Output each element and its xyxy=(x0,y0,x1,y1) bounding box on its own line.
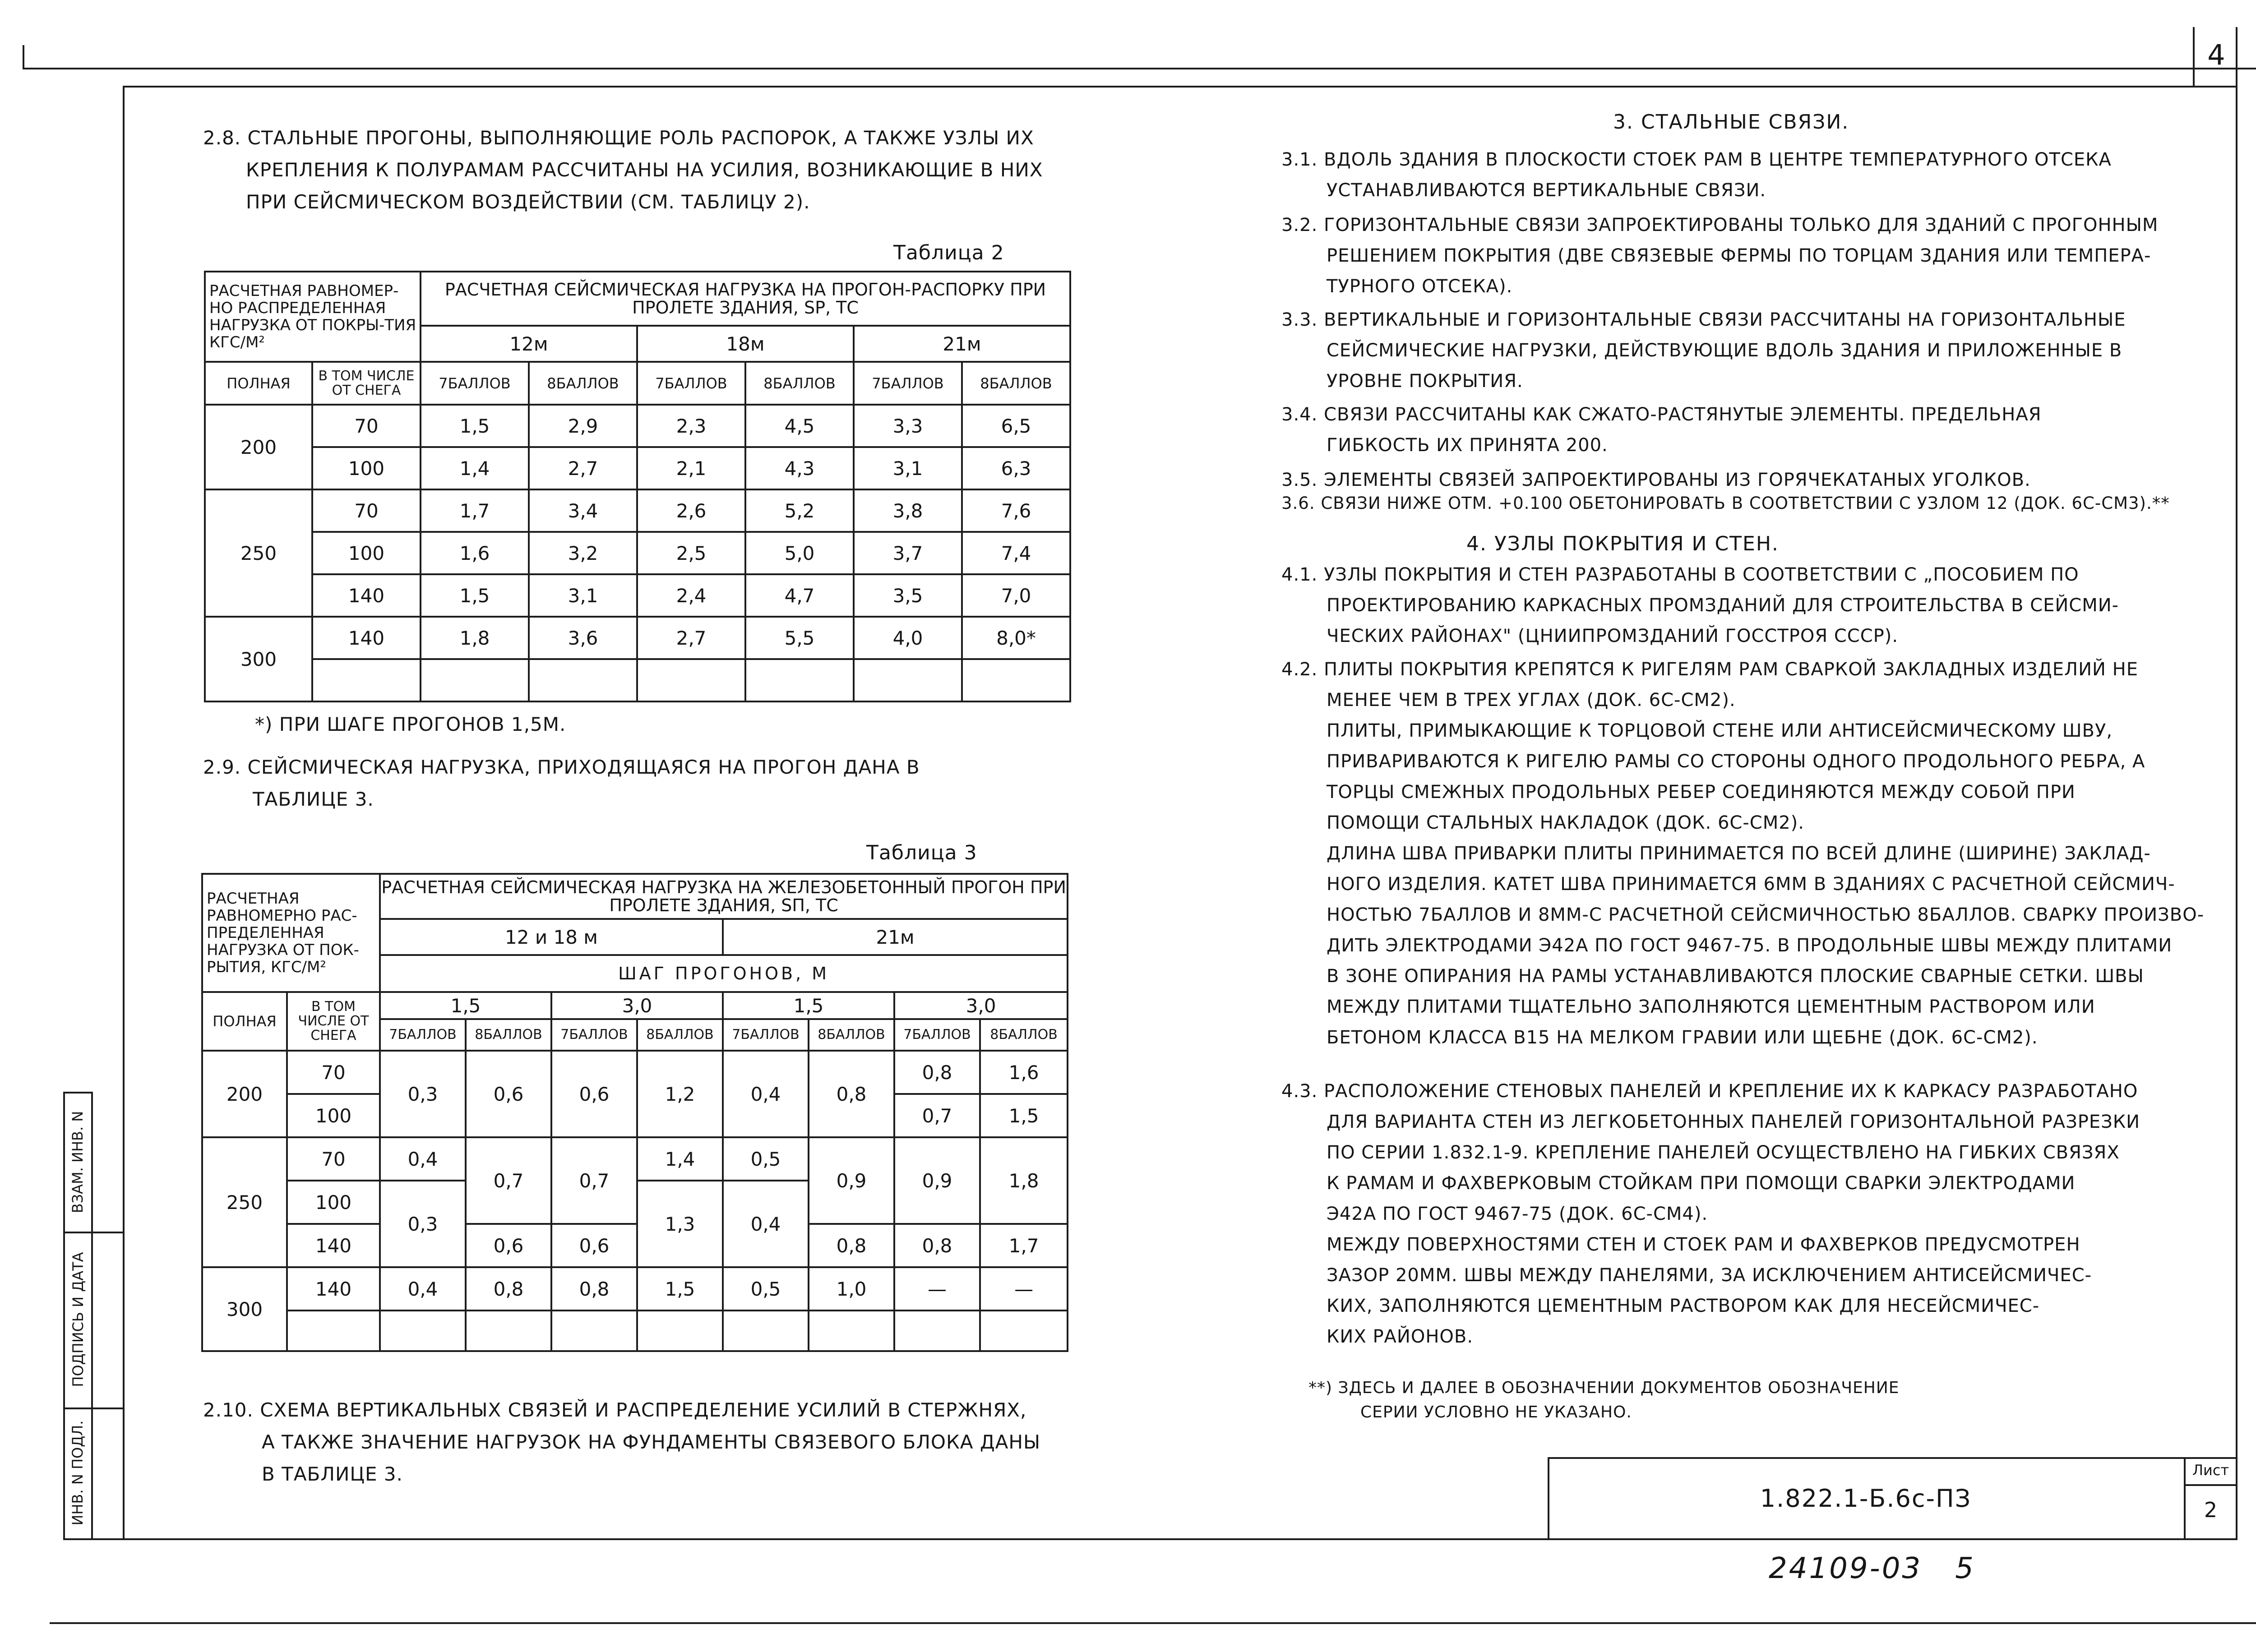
t3-score: 8БАЛЛОВ xyxy=(980,1019,1068,1051)
t3-header-load: РАСЧЕТНАЯ РАВНОМЕРНО РАС-ПРЕДЕЛЕННАЯ НАГРУЗКА ОТ ПОК-РЫТИЯ, КГС/М² xyxy=(202,874,380,992)
t2-value xyxy=(745,659,854,701)
paragraph-3-3: 3.3. ВЕРТИКАЛЬНЫЕ И ГОРИЗОНТАЛЬНЫЕ СВЯЗИ РАССЧИТАНЫ НА ГОРИЗОНТАЛЬНЫЕ СЕЙСМИЧЕСКИЕ НАГРУЗКИ, ДЕЙСТВУЮЩИЕ ВДОЛЬ ЗДАНИЯ И ПРИЛОЖЕННЫЕ В УРОВНЕ ПОКРЫТИЯ. xyxy=(1281,309,2126,392)
t2-value: 1,7 xyxy=(421,489,529,532)
paragraph-2-10: 2.10. СХЕМА ВЕРТИКАЛЬНЫХ СВЯЗЕЙ И РАСПРЕДЕЛЕНИЕ УСИЛИЙ В СТЕРЖНЯХ, А ТАКЖЕ ЗНАЧЕНИЕ НАГРУЗОК НА ФУНДАМЕНТЫ СВЯЗЕВОГО БЛОКА ДАНЫ В ТАБЛИЦЕ 3. xyxy=(203,1399,1041,1485)
table-row xyxy=(202,1224,1068,1267)
t2-value: 3,1 xyxy=(854,447,962,489)
t3-score: 7БАЛЛОВ xyxy=(894,1019,980,1051)
sheet-box-top xyxy=(2184,1457,2237,1459)
t2-value: 2,3 xyxy=(637,405,745,447)
t3-step: 3,0 xyxy=(551,992,723,1019)
t3-value: 0,8 xyxy=(894,1224,980,1267)
t2-value xyxy=(854,659,962,701)
t2-full-cell: 300 xyxy=(205,617,312,701)
t3-step: 1,5 xyxy=(723,992,894,1019)
t2-value: 3,1 xyxy=(529,574,637,617)
archive-number: 24109-03 5 xyxy=(1769,1552,1975,1585)
t2-value: 6,5 xyxy=(962,405,1070,447)
t3-value: 1,6 xyxy=(980,1051,1068,1094)
t3-full-cell: 200 xyxy=(202,1051,287,1137)
t3-value: 0,8 xyxy=(466,1267,551,1311)
t3-value: 0,8 xyxy=(551,1267,637,1311)
sheet-label: Лист xyxy=(2192,1462,2229,1479)
t3-value: 0,8 xyxy=(809,1224,894,1267)
section-3-heading: 3. СТАЛЬНЫЕ СВЯЗИ. xyxy=(1613,111,1849,134)
t3-score: 8БАЛЛОВ xyxy=(809,1019,894,1051)
stamp-strip-mid xyxy=(91,1092,93,1538)
t2-value: 2,1 xyxy=(637,447,745,489)
t3-snow-cell: 100 xyxy=(287,1181,380,1224)
t3-value: 0,8 xyxy=(809,1051,894,1137)
t3-score: 7БАЛЛОВ xyxy=(723,1019,809,1051)
t2-score: 7БАЛЛОВ xyxy=(854,362,962,405)
t2-value: 7,4 xyxy=(962,532,1070,574)
t3-empty-cell xyxy=(809,1311,894,1351)
t2-snow-cell: 100 xyxy=(312,532,421,574)
t3-value: 1,2 xyxy=(637,1051,723,1137)
t3-value: 0,9 xyxy=(894,1137,980,1224)
t3-value: 1,4 xyxy=(637,1137,723,1181)
t3-value: 1,8 xyxy=(980,1137,1068,1224)
t3-score: 8БАЛЛОВ xyxy=(466,1019,551,1051)
t3-header-full: ПОЛНАЯ xyxy=(202,992,287,1051)
t2-snow-cell: 70 xyxy=(312,405,421,447)
top-outer-border xyxy=(23,68,2256,69)
t2-value: 7,6 xyxy=(962,489,1070,532)
paragraph-3-6: 3.6. СВЯЗИ НИЖЕ ОТМ. +0.100 ОБЕТОНИРОВАТЬ В СООТВЕТСТВИИ С УЗЛОМ 12 (ДОК. 6С-СМ3).** xyxy=(1281,494,2170,513)
t3-value: 0,9 xyxy=(809,1137,894,1224)
t3-value: — xyxy=(980,1267,1068,1311)
t3-value: 0,6 xyxy=(551,1051,637,1137)
table-row xyxy=(202,1051,1068,1094)
t3-value: 0,5 xyxy=(723,1267,809,1311)
left-frame xyxy=(123,86,125,1538)
t2-value: 1,6 xyxy=(421,532,529,574)
stamp-signature-date: ПОДПИСЬ И ДАТА xyxy=(69,1252,87,1387)
t2-value: 4,7 xyxy=(745,574,854,617)
t3-value: 1,3 xyxy=(637,1181,723,1267)
t2-span-12: 12м xyxy=(421,326,637,362)
paragraph-3-2: 3.2. ГОРИЗОНТАЛЬНЫЕ СВЯЗИ ЗАПРОЕКТИРОВАНЫ ТОЛЬКО ДЛЯ ЗДАНИЙ С ПРОГОННЫМ РЕШЕНИЕМ ПОКРЫТИЯ (ДВЕ СВЯЗЕВЫЕ ФЕРМЫ ПО ТОРЦАМ ЗДАНИЯ ИЛИ ТЕМПЕРА- ТУРНОГО ОТСЕКА). xyxy=(1281,215,2159,297)
t2-value: 1,4 xyxy=(421,447,529,489)
t2-value: 2,7 xyxy=(529,447,637,489)
t2-header-snow: В ТОМ ЧИСЛЕ ОТ СНЕГА xyxy=(312,362,421,405)
t2-score: 8БАЛЛОВ xyxy=(745,362,854,405)
t2-header-load: РАСЧЕТНАЯ РАВНОМЕР-НО РАСПРЕДЕЛЕННАЯ НАГРУЗКА ОТ ПОКРЫ-ТИЯ КГС/М² xyxy=(205,272,421,362)
t2-value: 2,4 xyxy=(637,574,745,617)
t2-snow-cell: 70 xyxy=(312,489,421,532)
t3-empty-cell xyxy=(380,1311,466,1351)
table-row xyxy=(202,1311,1068,1351)
t2-snow-cell: 140 xyxy=(312,617,421,659)
paragraph-3-5: 3.5. ЭЛЕМЕНТЫ СВЯЗЕЙ ЗАПРОЕКТИРОВАНЫ ИЗ ГОРЯЧЕКАТАНЫХ УГОЛКОВ. xyxy=(1281,470,2031,490)
section-4-heading: 4. УЗЛЫ ПОКРЫТИЯ И СТЕН. xyxy=(1466,532,1779,555)
right-frame xyxy=(2236,27,2238,1538)
title-block-top xyxy=(1548,1457,2184,1459)
top-frame xyxy=(123,86,2237,88)
document-code: 1.822.1-Б.6с-ПЗ xyxy=(1760,1484,1972,1513)
t2-value: 5,5 xyxy=(745,617,854,659)
t2-score: 8БАЛЛОВ xyxy=(962,362,1070,405)
t2-value: 2,9 xyxy=(529,405,637,447)
table-2-footnote: *) ПРИ ШАГЕ ПРОГОНОВ 1,5М. xyxy=(255,713,566,735)
paragraph-4-3: 4.3. РАСПОЛОЖЕНИЕ СТЕНОВЫХ ПАНЕЛЕЙ И КРЕПЛЕНИЕ ИХ К КАРКАСУ РАЗРАБОТАНО ДЛЯ ВАРИАНТА СТЕН ИЗ ЛЕГКОБЕТОННЫХ ПАНЕЛЕЙ ГОРИЗОНТАЛЬНОЙ РАЗРЕЗКИ ПО СЕРИИ 1.832.1-9. КРЕПЛЕНИЕ ПАНЕЛЕЙ ОСУЩЕСТВЛЕНО НА ГИБКИХ СВЯЗЯХ К РАМАМ И ФАХВЕРКОВЫМ СТОЙКАМ ПРИ ПОМОЩИ СВАРКИ ЭЛЕКТРОДАМИ Э42А ПО ГОСТ 9467-75 (ДОК. 6С-СМ4). МЕЖДУ ПОВЕРХНОСТЯМИ СТЕН И СТОЕК РАМ И ФАХВЕРКОВ ПРЕДУСМОТРЕН ЗАЗОР 20ММ. ШВЫ МЕЖДУ ПАНЕЛЯМИ, ЗА ИСКЛЮЧЕНИЕМ АНТИСЕЙСМИЧЕС- КИХ, ЗАПОЛНЯЮТСЯ ЦЕМЕНТНЫМ РАСТВОРОМ КАК ДЛЯ НЕСЕЙСМИЧЕС- КИХ РАЙОНОВ. xyxy=(1281,1081,2140,1347)
t2-value: 5,0 xyxy=(745,532,854,574)
t2-span-21: 21м xyxy=(854,326,1070,362)
t2-value xyxy=(421,659,529,701)
t3-value: 0,4 xyxy=(723,1181,809,1267)
t2-value xyxy=(637,659,745,701)
corner-box-left xyxy=(2193,27,2195,87)
t3-full-cell: 250 xyxy=(202,1137,287,1267)
t2-value: 4,0 xyxy=(854,617,962,659)
paragraph-3-1: 3.1. ВДОЛЬ ЗДАНИЯ В ПЛОСКОСТИ СТОЕК РАМ В ЦЕНТРЕ ТЕМПЕРАТУРНОГО ОТСЕКА УСТАНАВЛИВАЮТСЯ ВЕРТИКАЛЬНЫЕ СВЯЗИ. xyxy=(1281,149,2112,201)
t3-value: 1,0 xyxy=(809,1267,894,1311)
t3-value: 1,5 xyxy=(637,1267,723,1311)
t3-value: 0,3 xyxy=(380,1181,466,1267)
t3-value: 0,7 xyxy=(551,1137,637,1224)
t2-full-cell: 200 xyxy=(205,405,312,489)
t3-value: 0,6 xyxy=(551,1224,637,1267)
t3-empty-cell xyxy=(723,1311,809,1351)
t2-value: 3,2 xyxy=(529,532,637,574)
t3-value: 0,5 xyxy=(723,1137,809,1181)
left-outer-tick xyxy=(23,45,24,69)
table-2 xyxy=(204,271,1071,702)
stamp-strip-left xyxy=(63,1092,65,1538)
t2-value: 1,5 xyxy=(421,405,529,447)
t2-score: 7БАЛЛОВ xyxy=(421,362,529,405)
t3-value: 0,3 xyxy=(380,1051,466,1137)
t3-value: 0,4 xyxy=(723,1051,809,1137)
t2-value xyxy=(529,659,637,701)
t2-snow-cell: 100 xyxy=(312,447,421,489)
table-row xyxy=(205,405,1070,447)
t3-step: 1,5 xyxy=(380,992,551,1019)
t2-value xyxy=(962,659,1070,701)
t3-empty-cell xyxy=(551,1311,637,1351)
table-3-caption: Таблица 3 xyxy=(866,841,977,864)
table-row xyxy=(205,447,1070,489)
paragraph-2-8: 2.8. СТАЛЬНЫЕ ПРОГОНЫ, ВЫПОЛНЯЮЩИЕ РОЛЬ РАСПОРОК, А ТАКЖЕ УЗЛЫ ИХ КРЕПЛЕНИЯ К ПОЛУРАМАМ РАССЧИТАНЫ НА УСИЛИЯ, ВОЗНИКАЮЩИЕ В НИХ ПРИ СЕЙСМИЧЕСКОМ ВОЗДЕЙСТВИИ (СМ. ТАБЛИЦУ 2). xyxy=(203,127,1043,213)
stamp-replacement-inventory: ВЗАМ. ИНВ. N xyxy=(69,1111,86,1214)
t2-value: 7,0 xyxy=(962,574,1070,617)
t2-value: 3,3 xyxy=(854,405,962,447)
bottom-outer-border xyxy=(50,1622,2256,1624)
t2-span-18: 18м xyxy=(637,326,854,362)
t3-header-snow: В ТОМ ЧИСЛЕ ОТ СНЕГА xyxy=(287,992,380,1051)
paragraph-4-1: 4.1. УЗЛЫ ПОКРЫТИЯ И СТЕН РАЗРАБОТАНЫ В СООТВЕТСТВИИ С „ПОСОБИЕМ ПО ПРОЕКТИРОВАНИЮ КАРКАСНЫХ ПРОМЗДАНИЙ ДЛЯ СТРОИТЕЛЬСТВА В СЕЙСМИ- ЧЕСКИХ РАЙОНАХ" (ЦНИИПРОМЗДАНИЙ ГОССТРОЯ СССР). xyxy=(1281,564,2119,646)
bottom-frame xyxy=(63,1538,2238,1540)
t3-span-21: 21м xyxy=(723,919,1068,955)
t3-score: 7БАЛЛОВ xyxy=(551,1019,637,1051)
t3-step: 3,0 xyxy=(894,992,1068,1019)
t3-snow-cell: 140 xyxy=(287,1224,380,1267)
t3-score: 7БАЛЛОВ xyxy=(380,1019,466,1051)
table-3 xyxy=(201,873,1068,1352)
t3-value: 0,4 xyxy=(380,1267,466,1311)
t3-value: — xyxy=(894,1267,980,1311)
t2-value: 3,6 xyxy=(529,617,637,659)
t2-header-seismic: РАСЧЕТНАЯ СЕЙСМИЧЕСКАЯ НАГРУЗКА НА ПРОГОН-РАСПОРКУ ПРИ ПРОЛЕТЕ ЗДАНИЯ, SP, ТС xyxy=(421,272,1070,326)
t2-header-full: ПОЛНАЯ xyxy=(205,362,312,405)
table-row xyxy=(205,532,1070,574)
table-row xyxy=(205,489,1070,532)
t3-value: 0,6 xyxy=(466,1224,551,1267)
t2-value: 3,8 xyxy=(854,489,962,532)
t3-span-12-18: 12 и 18 м xyxy=(380,919,723,955)
sheet-number: 2 xyxy=(2204,1498,2218,1522)
table-row xyxy=(202,1137,1068,1181)
stamp-sep-1 xyxy=(63,1232,124,1233)
stamp-strip-top xyxy=(63,1092,91,1094)
t3-value: 0,4 xyxy=(380,1137,466,1181)
t3-header-step: ШАГ ПРОГОНОВ, М xyxy=(380,955,1068,992)
t3-score: 8БАЛЛОВ xyxy=(637,1019,723,1051)
t2-value: 1,5 xyxy=(421,574,529,617)
t2-value: 3,4 xyxy=(529,489,637,532)
t2-value: 3,5 xyxy=(854,574,962,617)
table-row xyxy=(205,617,1070,659)
t3-value: 1,5 xyxy=(980,1094,1068,1137)
t3-empty-cell xyxy=(637,1311,723,1351)
t3-snow-cell: 140 xyxy=(287,1267,380,1311)
table-row xyxy=(202,1267,1068,1311)
t3-snow-cell: 100 xyxy=(287,1094,380,1137)
t2-value: 1,8 xyxy=(421,617,529,659)
t2-snow-cell xyxy=(312,659,421,701)
paragraph-2-9: 2.9. СЕЙСМИЧЕСКАЯ НАГРУЗКА, ПРИХОДЯЩАЯСЯ НА ПРОГОН ДАНА В ТАБЛИЦЕ 3. xyxy=(203,756,920,810)
t3-empty-cell xyxy=(894,1311,980,1351)
t2-value: 4,5 xyxy=(745,405,854,447)
t3-empty-cell xyxy=(466,1311,551,1351)
t3-empty-cell xyxy=(980,1311,1068,1351)
t3-empty-cell xyxy=(287,1311,380,1351)
footnote-designation: **) ЗДЕСЬ И ДАЛЕЕ В ОБОЗНАЧЕНИИ ДОКУМЕНТОВ ОБОЗНАЧЕНИЕ СЕРИИ УСЛОВНО НЕ УКАЗАНО. xyxy=(1308,1379,1900,1421)
t2-snow-cell: 140 xyxy=(312,574,421,617)
sheet-box-sep xyxy=(2184,1484,2237,1486)
table-row xyxy=(205,574,1070,617)
t3-value: 1,7 xyxy=(980,1224,1068,1267)
t2-value: 6,3 xyxy=(962,447,1070,489)
stamp-original-inventory: ИНВ. N ПОДЛ. xyxy=(69,1420,86,1526)
t3-value: 0,7 xyxy=(466,1137,551,1224)
t2-full-cell: 250 xyxy=(205,489,312,617)
t2-value: 2,7 xyxy=(637,617,745,659)
t2-score: 8БАЛЛОВ xyxy=(529,362,637,405)
t3-snow-cell: 70 xyxy=(287,1051,380,1094)
t2-value: 5,2 xyxy=(745,489,854,532)
paragraph-3-4: 3.4. СВЯЗИ РАССЧИТАНЫ КАК СЖАТО-РАСТЯНУТЫЕ ЭЛЕМЕНТЫ. ПРЕДЕЛЬНАЯ ГИБКОСТЬ ИХ ПРИНЯТА 200. xyxy=(1281,404,2042,456)
t2-value: 2,6 xyxy=(637,489,745,532)
t3-value: 0,8 xyxy=(894,1051,980,1094)
t2-value: 3,7 xyxy=(854,532,962,574)
t3-snow-cell: 70 xyxy=(287,1137,380,1181)
t3-header-seismic: РАСЧЕТНАЯ СЕЙСМИЧЕСКАЯ НАГРУЗКА НА ЖЕЛЕЗОБЕТОННЫЙ ПРОГОН ПРИ ПРОЛЕТЕ ЗДАНИЯ, SП, ТС xyxy=(380,874,1068,919)
t2-value: 8,0* xyxy=(962,617,1070,659)
t3-value: 0,7 xyxy=(894,1094,980,1137)
sheet-corner-number: 4 xyxy=(2207,38,2225,71)
t2-value: 4,3 xyxy=(745,447,854,489)
t2-score: 7БАЛЛОВ xyxy=(637,362,745,405)
t2-value: 2,5 xyxy=(637,532,745,574)
t3-value: 0,6 xyxy=(466,1051,551,1137)
table-row xyxy=(205,659,1070,701)
t3-full-cell: 300 xyxy=(202,1267,287,1351)
paragraph-4-2: 4.2. ПЛИТЫ ПОКРЫТИЯ КРЕПЯТСЯ К РИГЕЛЯМ РАМ СВАРКОЙ ЗАКЛАДНЫХ ИЗДЕЛИЙ НЕ МЕНЕЕ ЧЕМ В ТРЕХ УГЛАХ (ДОК. 6С-СМ2). ПЛИТЫ, ПРИМЫКАЮЩИЕ К ТОРЦОВОЙ СТЕНЕ ИЛИ АНТИСЕЙСМИЧЕСКОМУ ШВУ, ПРИВАРИВАЮТСЯ К РИГЕЛЮ РАМЫ СО СТОРОНЫ ОДНОГО ПРОДОЛЬНОГО РЕБРА, А ТОРЦЫ СМЕЖНЫХ ПРОДОЛЬНЫХ РЕБЕР СОЕДИНЯЮТСЯ МЕЖДУ СОБОЙ ПРИ ПОМОЩИ СТАЛЬНЫХ НАКЛАДОК (ДОК. 6С-СМ2). ДЛИНА ШВА ПРИВАРКИ ПЛИТЫ ПРИНИМАЕТСЯ ПО ВСЕЙ ДЛИНЕ (ШИРИНЕ) ЗАКЛАД- НОГО ИЗДЕЛИЯ. КАТЕТ ШВА ПРИНИМАЕТСЯ 6ММ В ЗДАНИЯХ С РАСЧЕТНОЙ СЕЙСМИЧ- НОСТЬЮ 7БАЛЛОВ И 8ММ-С РАСЧЕТНОЙ СЕЙСМИЧНОСТЬЮ 8БАЛЛОВ. СВАРКУ ПРОИЗВО- ДИТЬ ЭЛЕКТРОДАМИ Э42А ПО ГОСТ 9467-75. В ПРОДОЛЬНЫЕ ШВЫ МЕЖДУ ПЛИТАМИ В ЗОНЕ ОПИРАНИЯ НА РАМЫ УСТАНАВЛИВАЮТСЯ ПЛОСКИЕ СВАРНЫЕ СЕТКИ. ШВЫ МЕЖДУ ПЛИТАМИ ТЩАТЕЛЬНО ЗАПОЛНЯЮТСЯ ЦЕМЕНТНЫМ РАСТВОРОМ ИЛИ БЕТОНОМ КЛАССА В15 НА МЕЛКОМ ГРАВИИ ИЛИ ЩЕБНЕ (ДОК. 6С-СМ2). xyxy=(1281,659,2205,1048)
table-2-caption: Таблица 2 xyxy=(893,241,1004,264)
